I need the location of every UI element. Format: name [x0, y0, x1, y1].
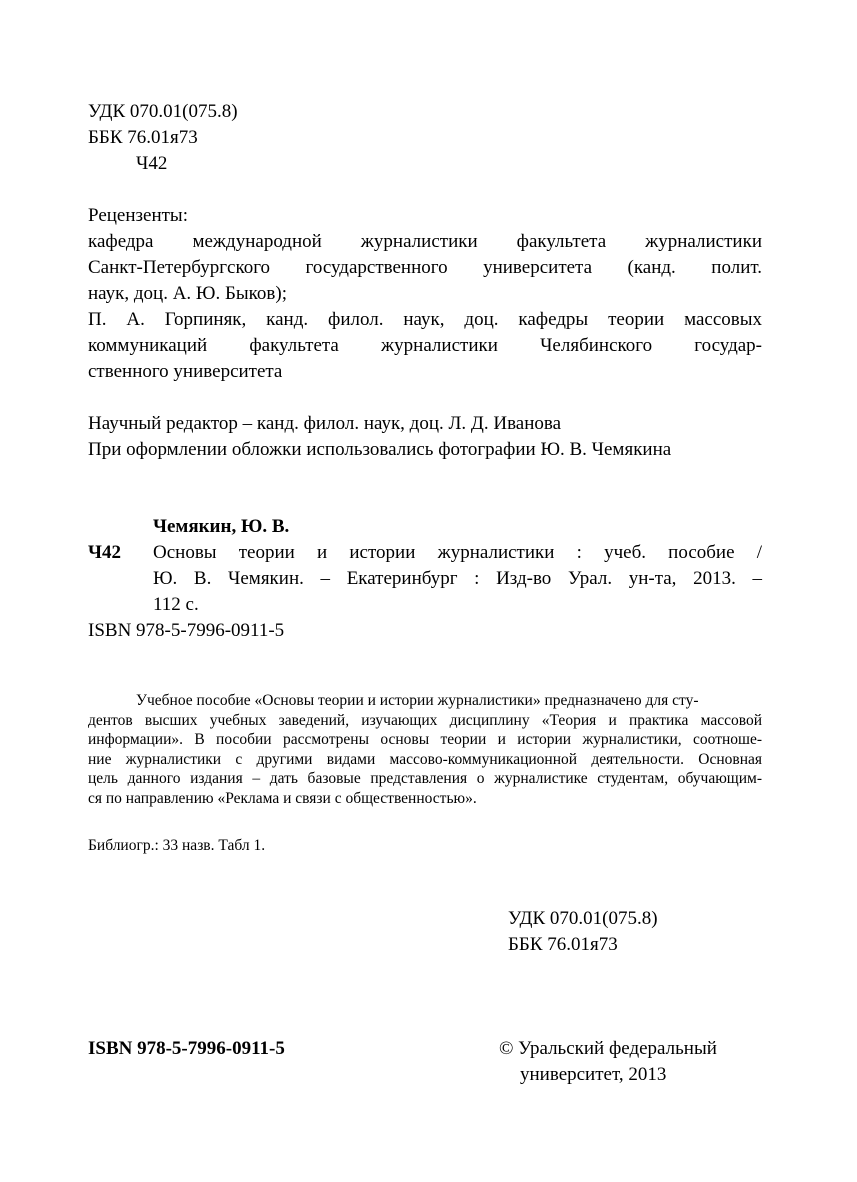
scientific-editor: Научный редактор – канд. филол. наук, доц. Л. Д. Иванова: [88, 413, 562, 434]
catalog-isbn: ISBN 978-5-7996-0911-5: [88, 620, 285, 641]
copyright-line: университет, 2013: [520, 1064, 667, 1085]
annotation-line: информации». В пособии рассмотрены основы теории и истории журналистики, соотноше-: [88, 731, 762, 748]
annotation-line: Учебное пособие «Основы теории и истории журналистики» предназначено для сту-: [136, 692, 699, 709]
cover-note: При оформлении обложки использовались фотографии Ю. В. Чемякина: [88, 439, 672, 460]
catalog-line: Основы теории и истории журналистики : учеб. пособие /: [153, 542, 762, 563]
reviewer-line: П. А. Горпиняк, канд. филол. наук, доц. кафедры теории массовых: [88, 309, 762, 330]
bbk-code-bottom: ББК 76.01я73: [508, 934, 618, 955]
bbk-code: ББК 76.01я73: [88, 127, 198, 148]
catalog-mark: Ч42: [88, 542, 121, 563]
reviewer-line: Санкт-Петербургского государственного университета (канд. полит.: [88, 257, 762, 278]
reviewer-line: коммуникаций факультета журналистики Челябинского государ-: [88, 335, 762, 356]
copyright-line: © Уральский федеральный: [499, 1038, 717, 1059]
bibliography-note: Библиогр.: 33 назв. Табл 1.: [88, 837, 266, 854]
reviewer-line: ственного университета: [88, 361, 283, 382]
annotation-line: дентов высших учебных заведений, изучающих дисциплину «Теория и практика массовой: [88, 711, 762, 729]
reviewers-heading: Рецензенты:: [88, 205, 188, 226]
author-mark: Ч42: [136, 153, 168, 174]
udk-code-bottom: УДК 070.01(075.8): [508, 908, 658, 929]
reviewer-line: кафедра международной журналистики факультета журналистики: [88, 231, 762, 252]
footer-isbn: ISBN 978-5-7996-0911-5: [88, 1038, 285, 1059]
udk-code: УДК 070.01(075.8): [88, 101, 238, 122]
catalog-line: 112 с.: [153, 594, 199, 615]
catalog-line: Ю. В. Чемякин. – Екатеринбург : Изд-во Урал. ун-та, 2013. –: [153, 568, 762, 589]
reviewer-line: наук, доц. А. Ю. Быков);: [88, 283, 287, 304]
annotation-line: ся по направлению «Реклама и связи с общественностью».: [88, 789, 477, 807]
annotation-line: ние журналистики с другими видами массово-коммуникационной деятельности. Основная: [88, 750, 762, 768]
annotation-line: цель данного издания – дать базовые представления о журналистике студентам, обучающим-: [88, 770, 762, 787]
catalog-author: Чемякин, Ю. В.: [153, 516, 290, 537]
